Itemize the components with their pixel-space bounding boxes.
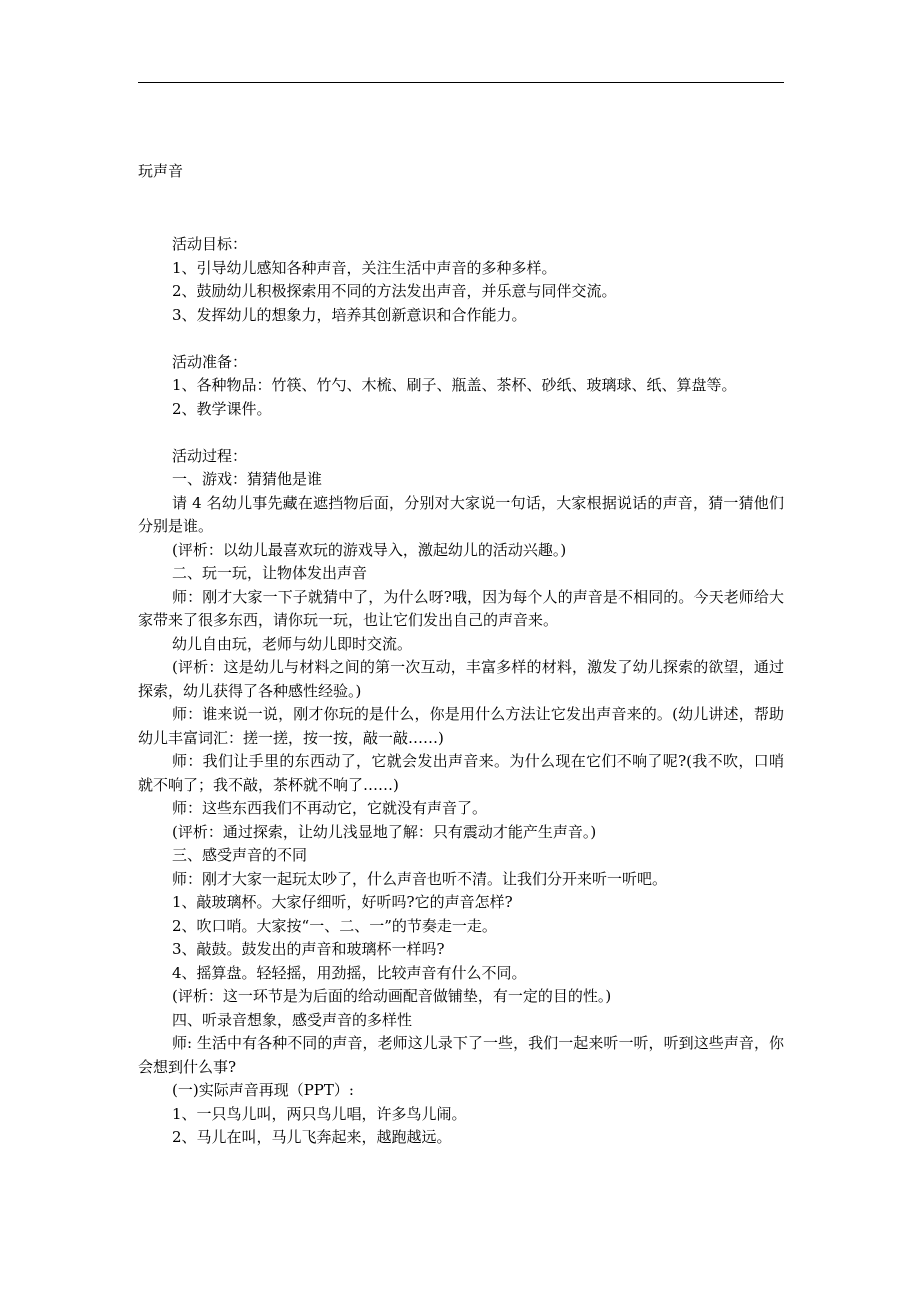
header-rule: [138, 82, 784, 83]
commentary: (评析：以幼儿最喜欢玩的游戏导入，激起幼儿的活动兴趣。): [172, 540, 567, 559]
process-paragraph: 师：我们让手里的东西动了，它就会发出声音来。为什么现在它们不响了呢?(我不吹，口哨就不响了；我不敲，茶杯就不响了……): [138, 752, 784, 794]
process-paragraph: 师：这些东西我们不再动它，它就没有声音了。: [172, 799, 488, 817]
commentary: (评析：通过探索，让幼儿浅显地了解：只有震动才能产生声音。): [172, 822, 597, 841]
prep-item: 2、教学课件。: [172, 399, 272, 418]
process-paragraph: 师：刚才大家一起玩太吵了，什么声音也听不清。让我们分开来听一听吧。: [172, 869, 668, 888]
prep-item: 1、各种物品：竹筷、竹勺、木梳、刷子、瓶盖、茶杯、砂纸、玻璃球、纸、算盘等。: [172, 376, 737, 394]
process-section-heading: 四、听录音想象，感受声音的多样性: [172, 1010, 413, 1029]
process-section-heading: 一、游戏：猜猜他是谁: [172, 470, 323, 488]
document-body: [138, 233, 784, 1150]
process-paragraph: 师: 生活中有各种不同的声音，老师这儿录下了一些，我们一起来听一听，听到这些声音，你会想到什么事?: [138, 1034, 784, 1076]
process-section-heading: 二、玩一玩，让物体发出声音: [172, 564, 368, 582]
goals-heading: 活动目标：: [172, 235, 248, 253]
process-paragraph: 师：谁来说一说，刚才你玩的是什么，你是用什么方法让它发出声音来的。(幼儿讲述，帮助幼儿丰富词汇：搓一搓，按一按，敲一敲……): [138, 705, 784, 747]
section-gap: [138, 327, 784, 351]
goal-item: 2、鼓励幼儿积极探索用不同的方法发出声音，并乐意与同伴交流。: [172, 282, 617, 300]
commentary: (评析：这一环节是为后面的给动画配音做铺垫，有一定的目的性。): [172, 987, 612, 1005]
process-paragraph: 请 4 名幼儿事先藏在遮挡物后面，分别对大家说一句话，大家根据说话的声音，猜一猜他们分别是谁。: [138, 493, 784, 535]
goal-item: 3、发挥幼儿的想象力，培养其创新意识和合作能力。: [172, 305, 527, 324]
document-title: 玩声音: [138, 162, 184, 180]
process-subheading: (一)实际声音再现（PPT）:: [172, 1081, 354, 1099]
prep-heading: 活动准备：: [172, 352, 248, 371]
process-list-item: 2、马儿在叫，马儿飞奔起来，越跑越远。: [172, 1128, 452, 1146]
process-list-item: 1、一只鸟儿叫，两只鸟儿唱，许多鸟儿闹。: [172, 1104, 467, 1123]
process-heading: 活动过程：: [172, 446, 248, 465]
commentary: (评析：这是幼儿与材料之间的第一次互动，丰富多样的材料，激发了幼儿探索的欲望，通过探索，幼儿获得了各种感性经验。): [138, 658, 784, 700]
process-section-heading: 三、感受声音的不同: [172, 846, 308, 864]
goal-item: 1、引导幼儿感知各种声音，关注生活中声音的多种多样。: [172, 258, 557, 277]
process-paragraph: 幼儿自由玩，老师与幼儿即时交流。: [172, 634, 413, 653]
process-list-item: 2、吹口哨。大家按“一、二、一”的节奏走一走。: [172, 916, 497, 935]
process-list-item: 1、敲玻璃杯。大家仔细听，好听吗?它的声音怎样?: [172, 893, 513, 911]
process-paragraph: 师：刚才大家一下子就猜中了，为什么呀?哦，因为每个人的声音是不相同的。今天老师给大家带来了很多东西，请你玩一玩，也让它们发出自己的声音来。: [138, 587, 784, 629]
section-gap: [138, 421, 784, 445]
process-list-item: 4、摇算盘。轻轻摇，用劲摇，比较声音有什么不同。: [172, 963, 527, 982]
process-list-item: 3、敲鼓。鼓发出的声音和玻璃杯一样吗?: [172, 940, 445, 958]
